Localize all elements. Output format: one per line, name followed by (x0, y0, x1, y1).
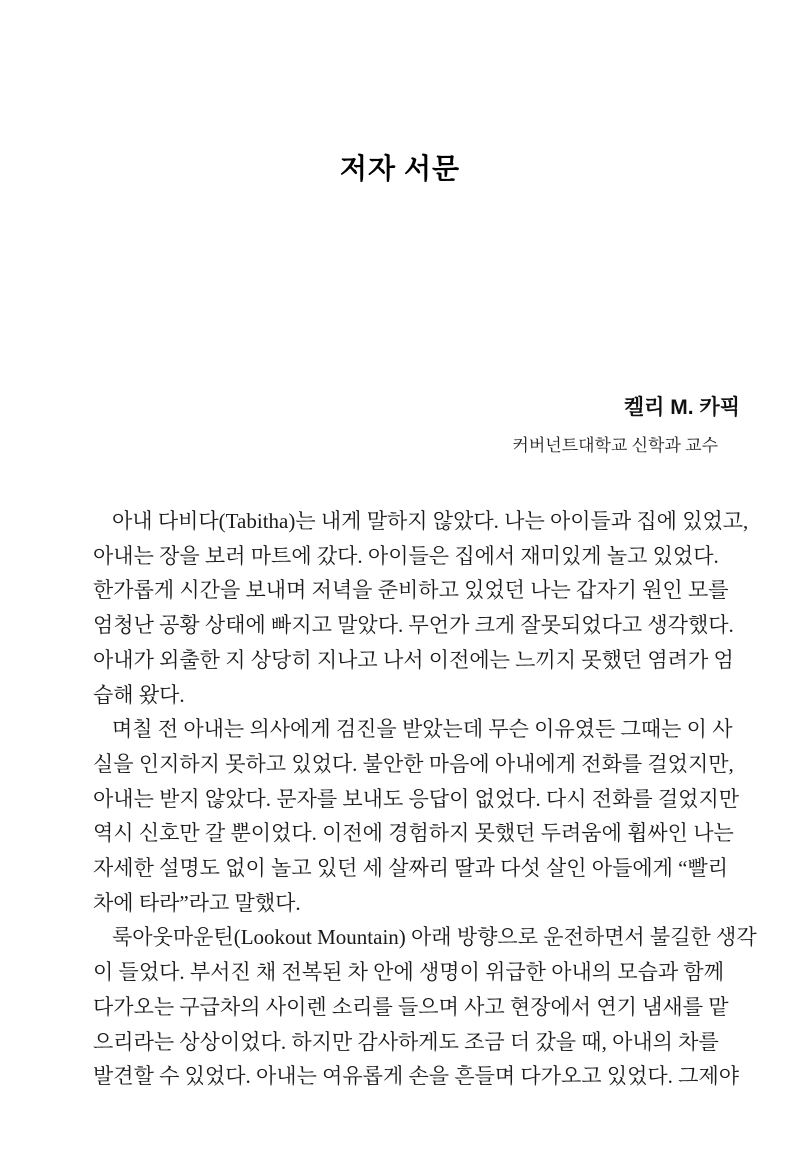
body-text-line: 엄청난 공황 상태에 빠지고 말았다. 무언가 크게 잘못되었다고 생각했다. (93, 613, 734, 638)
body-text-line: 아내가 외출한 지 상당히 지나고 나서 이전에는 느끼지 못했던 염려가 엄 (93, 647, 734, 672)
body-text-line: 실을 인지하지 못하고 있었다. 불안한 마음에 아내에게 전화를 걸었지만, (93, 751, 734, 776)
body-text-line: 아내는 장을 보러 마트에 갔다. 아이들은 집에서 재미있게 놀고 있었다. (93, 543, 719, 568)
preface-body (93, 504, 757, 1094)
body-text-line: 룩아웃마운틴(Lookout Mountain) 아래 방향으로 운전하면서 불길한 생각 (112, 925, 757, 950)
body-text-line: 역시 신호만 갈 뿐이었다. 이전에 경험하지 못했던 두려움에 휩싸인 나는 (93, 821, 734, 846)
body-text-line: 며칠 전 아내는 의사에게 검진을 받았는데 무슨 이유였든 그때는 이 사 (112, 717, 733, 742)
author-block (0, 396, 800, 455)
body-text-line: 습해 왔다. (93, 682, 185, 707)
body-text-line: 한가롭게 시간을 보내며 저녁을 준비하고 있었던 나는 갑자기 원인 모를 (93, 578, 729, 603)
body-text-line: 차에 타라”라고 말했다. (93, 890, 301, 915)
author-affiliation: 커버넌트대학교 신학과 교수 (512, 436, 718, 455)
body-text-line: 아내 다비다(Tabitha)는 내게 말하지 않았다. 나는 아이들과 집에 있었고, (112, 509, 749, 533)
body-text-line: 발견할 수 있었다. 아내는 여유롭게 손을 흔들며 다가오고 있었다. 그제야 (93, 1064, 740, 1089)
body-text-line: 으리라는 상상이었다. 하지만 감사하게도 조금 더 갔을 때, 아내의 차를 (93, 1029, 719, 1054)
author-name: 켈리 M. 카픽 (623, 396, 740, 419)
body-text-line: 아내는 받지 않았다. 문자를 보내도 응답이 없었다. 다시 전화를 걸었지만 (93, 786, 740, 811)
page-title: 저자 서문 (339, 154, 461, 185)
body-text-line: 자세한 설명도 없이 놀고 있던 세 살짜리 딸과 다섯 살인 아들에게 “빨리 (93, 856, 729, 881)
body-text-line: 다가오는 구급차의 사이렌 소리를 들으며 사고 현장에서 연기 냄새를 맡 (93, 994, 729, 1019)
body-text-line: 이 들었다. 부서진 채 전복된 차 안에 생명이 위급한 아내의 모습과 함께 (93, 960, 725, 985)
